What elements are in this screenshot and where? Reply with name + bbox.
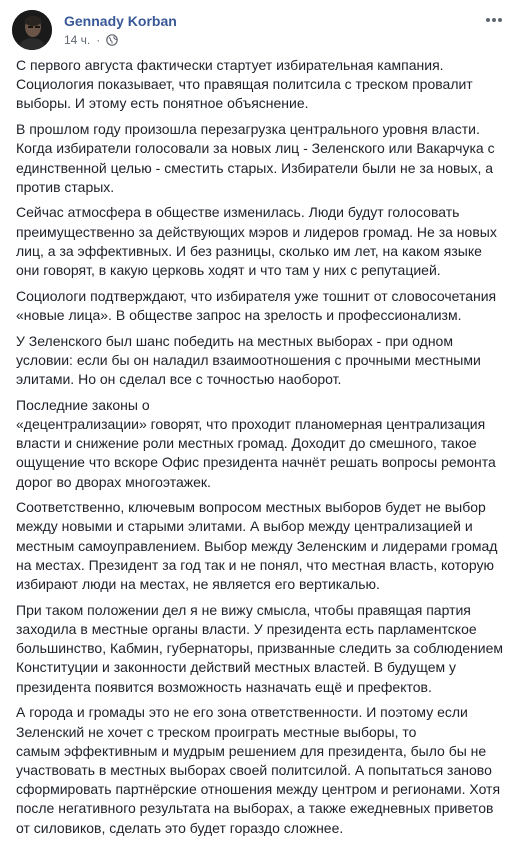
text-line: Социология показывает, что правящая политсила с треском провалит <box>16 76 473 93</box>
text-line: заходила в местные органы власти. У президента есть парламентское <box>16 620 477 637</box>
text-line: ощущение что вскоре Офис президента начнёт решать вопросы ремонта <box>16 454 496 471</box>
text-line: Сейчас атмосфера в обществе изменилась. Люди будут голосовать <box>16 204 460 221</box>
text-line: сформировать партнёрские отношения между центром и регионами. Хотя <box>16 781 501 798</box>
text-line: участвовать в местных выборах своей политсилой. А попытаться заново <box>16 761 492 778</box>
text-line: элитами. Но он сделал все с точностью наоборот. <box>16 371 342 388</box>
text-line: против старых. <box>16 178 115 195</box>
text-line: Социологи подтверждают, что избирателя уже тошнит от словосочетания <box>16 287 497 304</box>
post-header <box>12 10 512 50</box>
text-line: Когда избиратели голосовали за новых лиц - Зеленского или Вакарчука с <box>16 140 495 157</box>
meta-separator: · <box>96 33 101 47</box>
text-line: дорог во дворах многоэтажек. <box>16 473 211 490</box>
text-line: большинство, Кабмин, губернаторы, призванные следить за соблюдением <box>16 640 503 657</box>
text-line: после негативного результата на выборах, а также ежедневных приветов <box>16 800 494 817</box>
text-line: В прошлом году произошла перезагрузка центрального уровня власти. <box>16 121 480 138</box>
text-line: условии: если бы он наладил взаимоотношения с прочными местными <box>16 351 481 368</box>
text-line: единственной целью - сместить старых. Избиратели были не за новых, а <box>16 159 494 176</box>
author-name[interactable]: Gennady Korban <box>64 13 177 29</box>
text-line: между новыми и старыми элитами. А выбор между централизацией и <box>16 518 473 535</box>
text-line: Зеленский не хочет с треском проиграть местные выборы, то <box>16 723 417 740</box>
text-line: При таком положении дел я не вижу смысла, чтобы правящая партия <box>16 601 471 618</box>
post-timestamp[interactable]: 14 ч. <box>64 33 91 47</box>
post-paragraph <box>16 287 512 325</box>
text-line: преимущественно за действующих мэров и лидеров громад. Не за новых <box>16 223 497 240</box>
globe-icon[interactable] <box>106 34 118 46</box>
text-line: Соответственно, ключевым вопросом местных выборов будет не выбор <box>16 499 486 516</box>
text-line: Последние законы о <box>16 396 150 413</box>
text-line: от силовиков, сделать это будет гораздо сложнее. <box>16 819 344 836</box>
post-paragraph <box>16 203 512 280</box>
post-meta <box>64 32 118 48</box>
text-line: власти и снижение роли местных громад. Доходит до смешного, такое <box>16 435 477 452</box>
post-paragraph <box>16 120 512 197</box>
post-paragraph <box>16 498 512 594</box>
text-line: «новые лица». В обществе запрос на зрелость и профессионализм. <box>16 306 462 323</box>
post-paragraph <box>16 601 512 697</box>
post-paragraph <box>16 396 512 492</box>
more-options-icon[interactable] <box>480 10 508 30</box>
text-line: С первого августа фактически стартует избирательная кампания. <box>16 57 444 73</box>
text-line: «децентрализации» говорят, что проходит планомерная централизация <box>16 415 486 432</box>
text-line: президента появится возможность назначать ещё и префектов. <box>16 678 432 695</box>
text-line: местным самоуправлением. Выбор между Зеленским и лидерами громад <box>16 537 498 554</box>
avatar-image <box>12 10 52 50</box>
text-line: лиц, а за эффективных. И без разницы, сколько им лет, на каком языке <box>16 242 482 259</box>
text-line: Конституции и законности действий местных властей. В будущем у <box>16 659 457 676</box>
text-line: они говорят, в какую церковь ходят и что там у них с репутацией. <box>16 262 441 279</box>
text-line: А города и громады это не его зона ответственности. И поэтому если <box>16 704 468 721</box>
text-line: самым эффективным и мудрым решением для президента, было бы не <box>16 742 487 759</box>
avatar[interactable] <box>12 10 52 50</box>
text-line: на местах. Президент за год так и не понял, что местная власть, которую <box>16 556 494 573</box>
text-line: У Зеленского был шанс победить на местных выборах - при одном <box>16 332 453 349</box>
text-line: выборы. И этому есть понятное объяснение. <box>16 95 309 112</box>
text-line: избирают люди на местах, не является его вертикалью. <box>16 576 380 593</box>
post-paragraph <box>16 56 512 114</box>
post-paragraph <box>16 332 512 390</box>
post-paragraph <box>16 703 512 837</box>
post-body <box>16 56 512 844</box>
